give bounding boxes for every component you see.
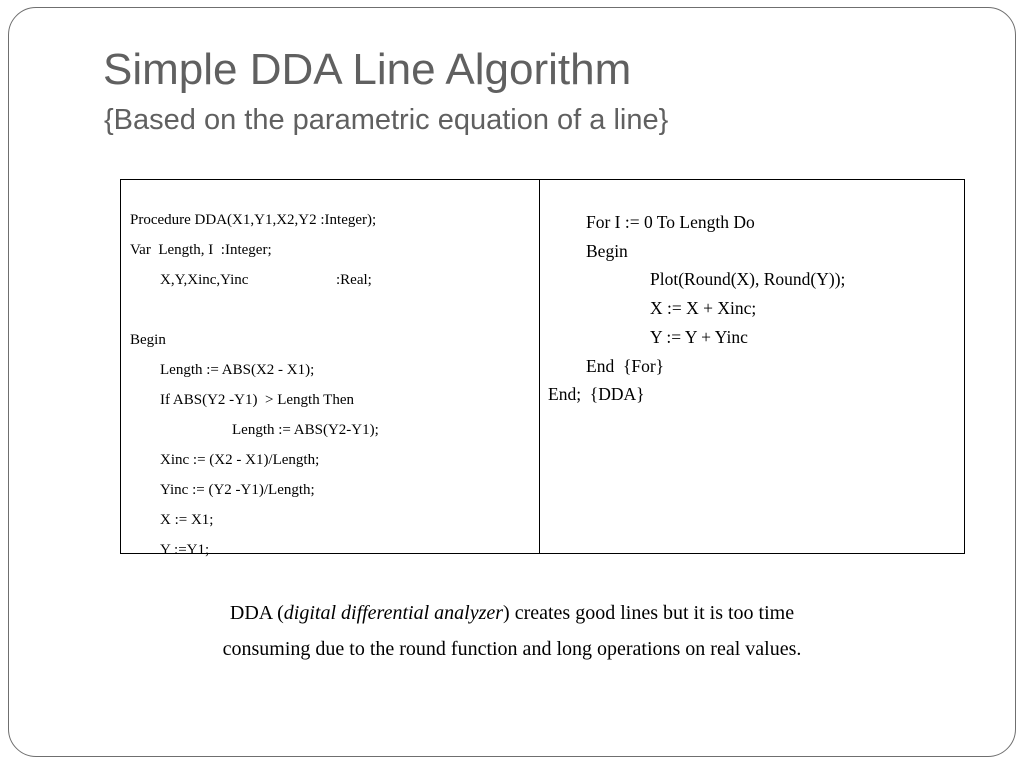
code-line: Length := ABS(X2 - X1);	[160, 362, 315, 378]
caption-suffix: ) creates good lines but it is too time	[503, 602, 795, 624]
code-line: Procedure DDA(X1,Y1,X2,Y2 :Integer);	[130, 212, 377, 228]
code-line: :Real;	[336, 272, 372, 288]
code-line: X := X1;	[160, 512, 214, 528]
code-line: Y := Y + Yinc	[650, 327, 748, 347]
caption-prefix: DDA (	[229, 602, 284, 624]
code-line: X,Y,Xinc,Yinc	[160, 272, 249, 288]
code-line: End; {DDA}	[548, 384, 645, 404]
caption-line-2: consuming due to the round function and long operations on real values.	[222, 638, 802, 660]
code-line: X := X + Xinc;	[650, 298, 757, 318]
code-line: For I := 0 To Length Do	[586, 212, 755, 232]
code-line: Plot(Round(X), Round(Y));	[650, 269, 846, 289]
code-line: Begin	[130, 332, 166, 348]
slide-subtitle: {Based on the parametric equation of a line}	[104, 104, 669, 136]
code-line: Y :=Y1;	[160, 542, 210, 558]
code-line: Yinc := (Y2 -Y1)/Length;	[160, 482, 315, 498]
code-line: Var Length, I :Integer;	[130, 242, 272, 258]
code-line: Length := ABS(Y2-Y1);	[232, 422, 379, 438]
caption-italic: digital differential analyzer	[283, 602, 504, 624]
code-line: End {For}	[586, 356, 665, 376]
code-line: Begin	[586, 241, 628, 261]
code-line: Xinc := (X2 - X1)/Length;	[160, 452, 320, 468]
slide-title: Simple DDA Line Algorithm	[103, 45, 632, 94]
code-line: If ABS(Y2 -Y1) > Length Then	[160, 392, 354, 408]
caption-line-1	[0, 601, 1024, 625]
